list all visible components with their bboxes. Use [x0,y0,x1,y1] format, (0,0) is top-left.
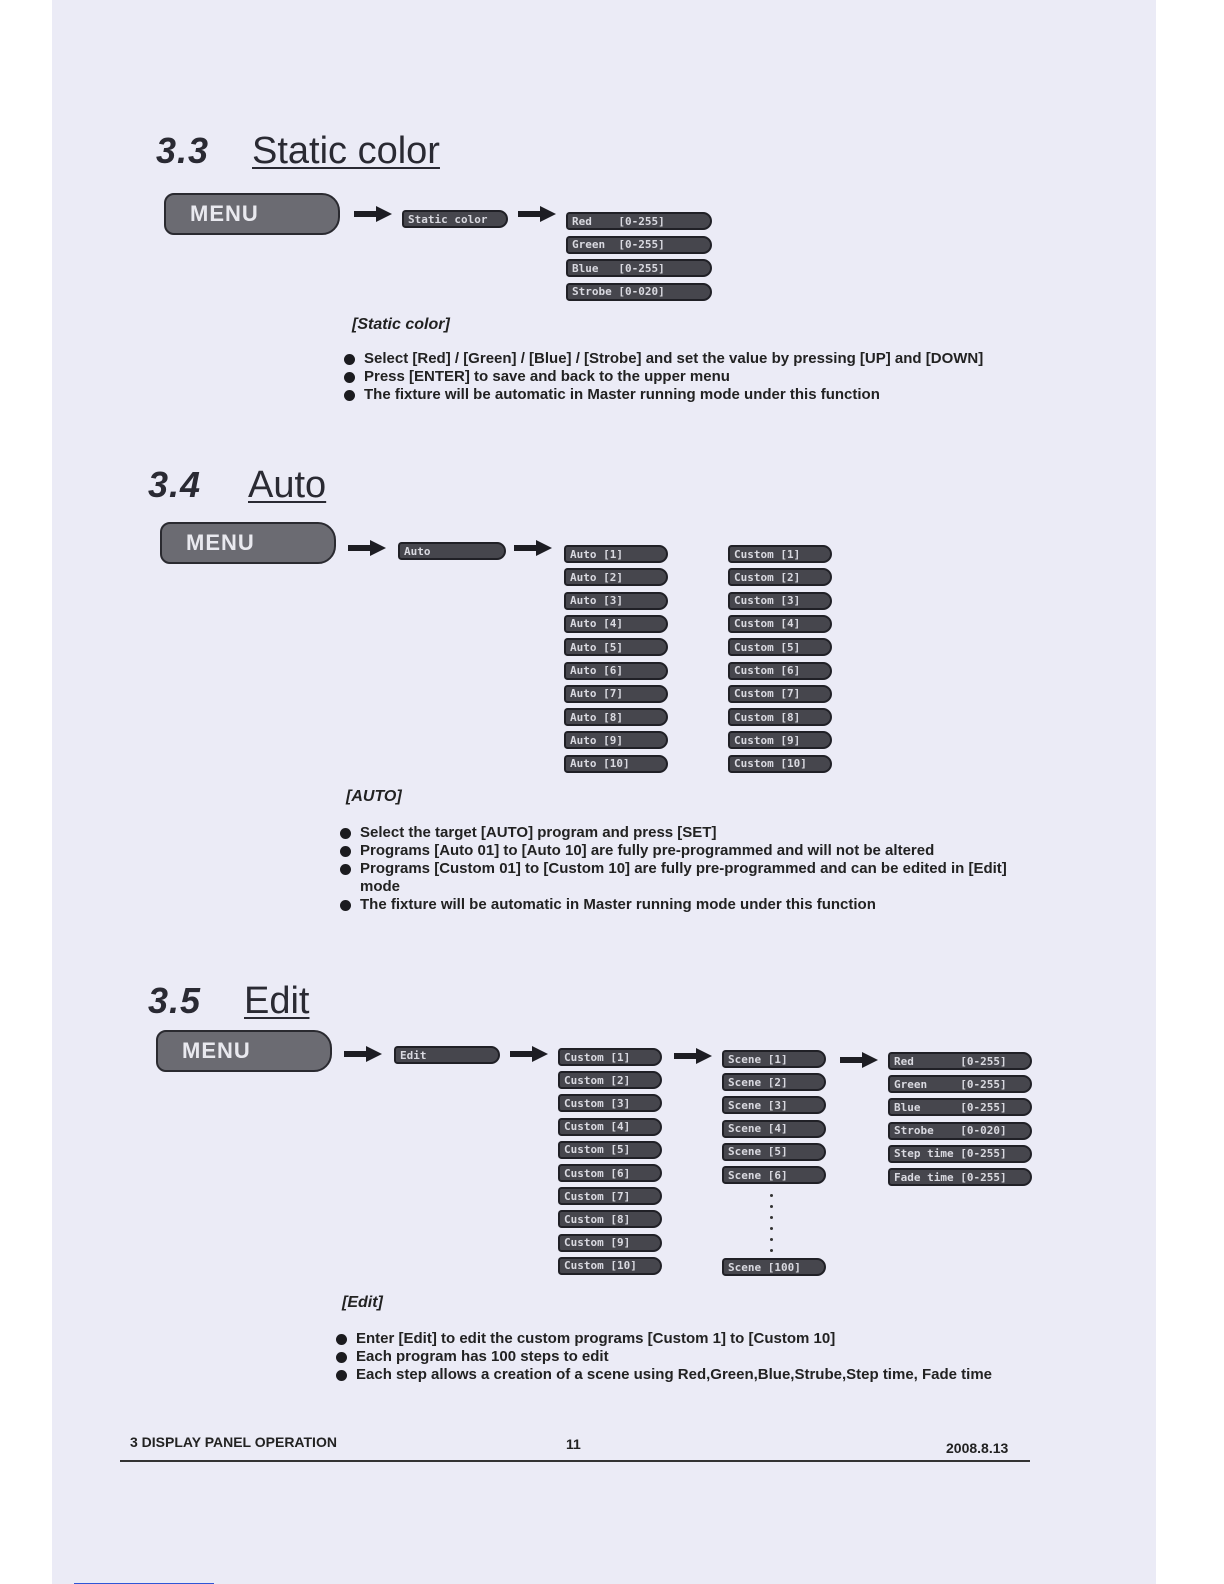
footer-date: 2008.8.13 [946,1440,1009,1456]
parameter-option-item: Fade time [0-255] [888,1168,1032,1186]
section-title-edit: Edit [244,980,310,1022]
bullet-dot-icon [340,900,351,911]
bullet-dot-icon [344,390,355,401]
edit-custom-option-item: Custom [4] [558,1118,662,1136]
bullet-list-auto [340,824,1030,914]
bullet-dot-icon [340,864,351,875]
arrow-right-icon [840,1052,878,1068]
bullet-dot-icon [336,1370,347,1381]
note-heading-edit: [Edit] [342,1294,383,1311]
submenu-edit: Edit [394,1046,500,1064]
static-option-item: Green [0-255] [566,236,712,254]
section-title-auto: Auto [248,464,327,506]
parameter-option-item: Red [0-255] [888,1052,1032,1070]
scene-option-item: Scene [6] [722,1166,826,1184]
section-number-auto: 3.4 [148,464,202,505]
custom-option-item: Custom [10] [728,755,832,773]
bullet-dot-icon [340,828,351,839]
auto-option-item: Auto [5] [564,638,668,656]
parameter-option-item: Green [0-255] [888,1075,1032,1093]
parameter-option-item: Step time [0-255] [888,1145,1032,1163]
page-number: 11 [566,1436,581,1452]
section-title-static: Static color [252,130,440,172]
bullet-list-edit [336,1330,1036,1384]
bullet-item: Programs [Auto 01] to [Auto 10] are fully pre-programmed and will not be altered [340,842,1030,860]
arrow-right-icon [354,206,392,222]
bullet-item: Each program has 100 steps to edit [336,1348,1036,1366]
bullet-item: Select the target [AUTO] program and press [SET] [340,824,1030,842]
arrow-right-icon [348,540,386,556]
arrow-right-icon [344,1046,382,1062]
bullet-dot-icon [344,372,355,383]
static-option-item: Blue [0-255] [566,259,712,277]
static-option-item: Strobe [0-020] [566,283,712,301]
auto-option-item: Auto [3] [564,592,668,610]
menu-button-static: MENU [164,193,340,235]
custom-option-item: Custom [4] [728,615,832,633]
static-option-item: Red [0-255] [566,212,712,230]
scene-option-item: Scene [1] [722,1050,826,1068]
menu-button-edit: MENU [156,1030,332,1072]
auto-option-item: Auto [4] [564,615,668,633]
custom-option-item: Custom [5] [728,638,832,656]
bullet-item: Select [Red] / [Green] / [Blue] / [Strobe] and set the value by pressing [UP] and [DOWN] [344,350,1024,368]
auto-option-item: Auto [10] [564,755,668,773]
note-heading-auto: [AUTO] [346,788,402,805]
bullet-item: Enter [Edit] to edit the custom programs [Custom 1] to [Custom 10] [336,1330,1036,1348]
custom-option-item: Custom [2] [728,568,832,586]
edit-custom-option-item: Custom [5] [558,1141,662,1159]
bullet-item: Each step allows a creation of a scene using Red,Green,Blue,Strube,Step time, Fade time [336,1366,1036,1384]
custom-option-item: Custom [7] [728,685,832,703]
custom-option-item: Custom [1] [728,545,832,563]
edit-custom-option-item: Custom [1] [558,1048,662,1066]
submenu-auto: Auto [398,542,506,560]
edit-custom-option-item: Custom [6] [558,1164,662,1182]
scene-option-last: Scene [100] [722,1258,826,1276]
scene-option-item: Scene [4] [722,1120,826,1138]
bullet-item: Programs [Custom 01] to [Custom 10] are fully pre-programmed and can be edited in [Edit] mode [340,860,1030,896]
edit-custom-option-item: Custom [9] [558,1234,662,1252]
edit-custom-option-item: Custom [10] [558,1257,662,1275]
section-number-edit: 3.5 [148,980,202,1021]
bullet-dot-icon [340,846,351,857]
scene-option-item: Scene [3] [722,1096,826,1114]
manual-page [52,0,1156,1584]
edit-custom-option-item: Custom [7] [558,1187,662,1205]
section-number-static: 3.3 [156,130,210,171]
menu-button-auto: MENU [160,522,336,564]
scene-option-item: Scene [2] [722,1073,826,1091]
arrow-right-icon [518,206,556,222]
footer-divider [120,1460,1030,1462]
auto-option-item: Auto [7] [564,685,668,703]
auto-option-item: Auto [6] [564,662,668,680]
auto-option-item: Auto [9] [564,731,668,749]
footer-chapter: 3 DISPLAY PANEL OPERATION [130,1434,337,1450]
edit-custom-option-item: Custom [2] [558,1071,662,1089]
custom-option-item: Custom [6] [728,662,832,680]
bullet-item: The fixture will be automatic in Master running mode under this function [344,386,1024,404]
auto-option-item: Auto [2] [564,568,668,586]
bullet-item: The fixture will be automatic in Master running mode under this function [340,896,1030,914]
ellipsis-vertical-icon [770,1194,774,1260]
custom-option-item: Custom [3] [728,592,832,610]
submenu-static-color: Static color [402,210,508,228]
custom-option-item: Custom [8] [728,708,832,726]
parameter-option-item: Strobe [0-020] [888,1122,1032,1140]
parameter-option-item: Blue [0-255] [888,1098,1032,1116]
scene-option-item: Scene [5] [722,1143,826,1161]
arrow-right-icon [510,1046,548,1062]
bullet-dot-icon [336,1352,347,1363]
custom-option-item: Custom [9] [728,731,832,749]
auto-option-item: Auto [8] [564,708,668,726]
edit-custom-option-item: Custom [3] [558,1094,662,1112]
bullet-list-static [344,350,1024,404]
bullet-dot-icon [344,354,355,365]
arrow-right-icon [514,540,552,556]
arrow-right-icon [674,1048,712,1064]
note-heading-static: [Static color] [352,316,450,333]
bullet-dot-icon [336,1334,347,1345]
bullet-item: Press [ENTER] to save and back to the upper menu [344,368,1024,386]
auto-option-item: Auto [1] [564,545,668,563]
edit-custom-option-item: Custom [8] [558,1210,662,1228]
